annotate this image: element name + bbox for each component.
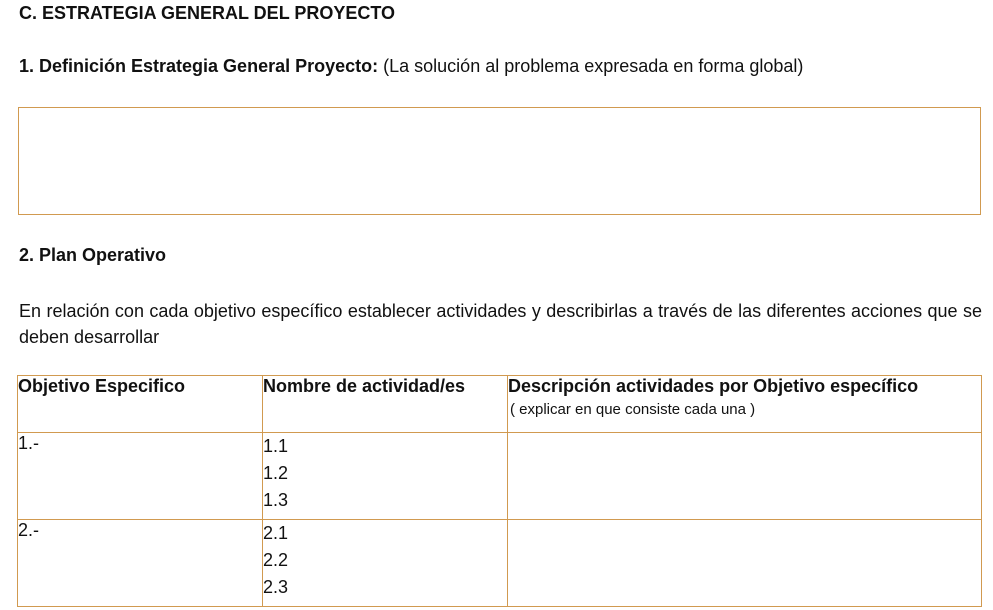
definition-label: 1. Definición Estrategia General Proyecto: xyxy=(19,56,379,76)
header-description xyxy=(508,376,982,433)
activity-cell[interactable] xyxy=(263,433,508,520)
header-activity: Nombre de actividad/es xyxy=(263,376,508,433)
description-cell[interactable] xyxy=(508,433,982,520)
section-title: C. ESTRATEGIA GENERAL DEL PROYECTO xyxy=(19,3,396,23)
plan-table xyxy=(17,375,982,607)
table-row xyxy=(18,433,982,520)
header-objective: Objetivo Especifico xyxy=(18,376,263,433)
definition-line xyxy=(19,56,803,77)
table-header-row xyxy=(18,376,982,433)
plan-title: 2. Plan Operativo xyxy=(19,245,167,265)
description-cell[interactable] xyxy=(508,520,982,607)
activity-item: 1.3 xyxy=(263,490,289,510)
activity-item: 2.2 xyxy=(263,550,289,570)
activity-item: 1.2 xyxy=(263,463,289,483)
objective-cell[interactable]: 1.- xyxy=(18,433,263,520)
header-description-label: Descripción actividades por Objetivo específico xyxy=(508,376,919,396)
activity-item: 2.1 xyxy=(263,523,289,543)
activity-item: 1.1 xyxy=(263,436,289,456)
activity-item: 2.3 xyxy=(263,577,289,597)
definition-hint: (La solución al problema expresada en forma global) xyxy=(383,56,804,76)
plan-intro: En relación con cada objetivo específico establecer actividades y describirlas a través de las diferentes acciones que se deben desarrollar xyxy=(19,301,982,347)
header-description-note: ( explicar en que consiste cada una ) xyxy=(510,401,756,418)
activity-cell[interactable] xyxy=(263,520,508,607)
objective-cell[interactable]: 2.- xyxy=(18,520,263,607)
table-row xyxy=(18,520,982,607)
definition-input-box[interactable] xyxy=(18,107,981,215)
